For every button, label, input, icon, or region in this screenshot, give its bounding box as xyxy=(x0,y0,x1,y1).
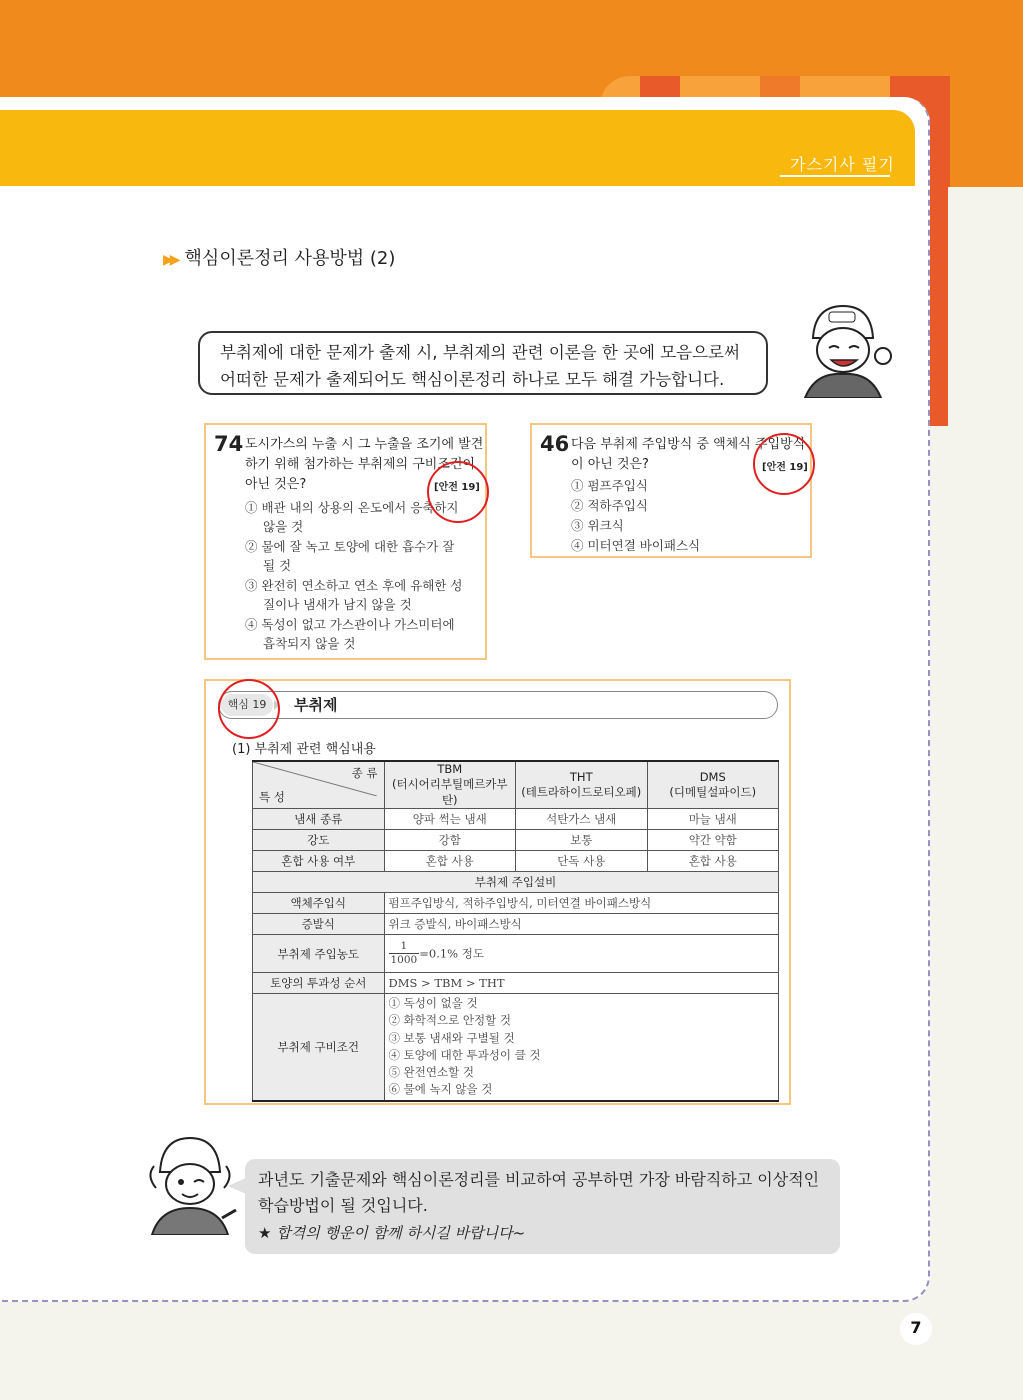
intro-line-2: 어떠한 문제가 출제되어도 핵심이론정리 하나로 모두 해결 가능합니다. xyxy=(220,370,725,389)
column-header-dms xyxy=(647,761,779,809)
row-label: 부취제 주입농도 xyxy=(253,935,385,973)
question-74 xyxy=(204,423,487,660)
table-corner-cell xyxy=(253,761,385,809)
header-bar xyxy=(0,110,915,186)
option-3: ③ 위크식 xyxy=(571,518,624,533)
table-row xyxy=(253,994,779,1101)
fraction-denominator: 1000 xyxy=(390,954,418,966)
table-row xyxy=(253,809,779,830)
requirement-item: ④ 토양에 대한 투과성이 클 것 xyxy=(388,1047,541,1062)
corner-top-label: 종 류 xyxy=(351,766,378,780)
column-full-name: (디메틸설파이드) xyxy=(669,785,757,799)
table-cell: 혼합 사용 xyxy=(384,851,516,872)
row-label: 액체주입식 xyxy=(253,893,385,914)
question-number: 74 xyxy=(214,432,244,456)
closing-signature: ★ 합격의 행운이 함께 하시길 바랍니다~ xyxy=(258,1224,526,1242)
table-row xyxy=(253,851,779,872)
row-label: 냄새 종류 xyxy=(253,809,385,830)
table-row xyxy=(253,935,779,973)
highlight-circle xyxy=(427,461,489,523)
option-1-line-2: 않을 것 xyxy=(263,519,304,534)
table-cell: 보통 xyxy=(516,830,648,851)
column-full-name: (테트라하이드로티오페) xyxy=(521,785,642,799)
option-4-line-1: ④ 독성이 없고 가스관이나 가스미터에 xyxy=(245,617,455,632)
column-header-tbm xyxy=(384,761,516,809)
question-source: [안전 19] xyxy=(762,462,808,473)
column-header-tht xyxy=(516,761,648,809)
column-full-name: (터시어리부틸메르카부탄) xyxy=(391,777,508,807)
row-label: 부취제 구비조건 xyxy=(253,994,385,1101)
corner-bottom-label: 특 성 xyxy=(259,790,285,804)
core-table xyxy=(252,760,779,1102)
question-line-2: 이 아닌 것은? xyxy=(571,457,649,472)
mascot-pointing-icon xyxy=(140,1130,240,1235)
fraction-numerator: 1 xyxy=(389,940,420,954)
core-title: 부취제 xyxy=(294,696,338,714)
intro-line-1: 부취제에 대한 문제가 출제 시, 부취제의 관련 이론을 한 곳에 모음으로써 xyxy=(220,343,740,362)
row-label: 증발식 xyxy=(253,914,385,935)
question-source: [안전 19] xyxy=(434,482,480,493)
core-badge: 핵심 19 xyxy=(221,694,273,716)
option-4: ④ 미터연결 바이패스식 xyxy=(571,538,701,553)
core-subtitle: (1) 부취제 관련 핵심내용 xyxy=(232,742,376,757)
table-row xyxy=(253,914,779,935)
requirement-item: ⑥ 물에 녹지 않을 것 xyxy=(388,1082,493,1097)
table-row xyxy=(253,893,779,914)
table-header-row xyxy=(253,761,779,809)
question-line-1: 도시가스의 누출 시 그 누출을 조기에 발견 xyxy=(245,437,484,452)
table-cell xyxy=(384,935,779,973)
option-4-line-2: 흡착되지 않을 것 xyxy=(263,636,356,651)
table-cell: 양파 썩는 냄새 xyxy=(384,809,516,830)
table-cell: 펌프주입방식, 적하주입방식, 미터연결 바이패스방식 xyxy=(384,893,779,914)
bubble-tail xyxy=(228,1178,246,1194)
requirement-item: ② 화학적으로 안정할 것 xyxy=(388,1013,511,1028)
column-name: THT xyxy=(569,770,593,784)
concentration-text: =0.1% 정도 xyxy=(419,946,484,961)
option-3-line-2: 질이나 냄새가 남지 않을 것 xyxy=(263,597,412,612)
section-title xyxy=(163,244,395,270)
column-name: TBM xyxy=(437,762,463,776)
table-cell: 약간 약함 xyxy=(647,830,779,851)
header-title: 가스기사 필기 xyxy=(790,155,895,174)
table-row xyxy=(253,830,779,851)
table-row xyxy=(253,973,779,994)
requirement-item: ⑤ 완전연소할 것 xyxy=(388,1065,474,1080)
table-cell: DMS > TBM > THT xyxy=(384,973,779,994)
option-2-line-1: ② 물에 잘 녹고 토양에 대한 흡수가 잘 xyxy=(245,539,455,554)
option-3-line-1: ③ 완전히 연소하고 연소 후에 유해한 성 xyxy=(245,578,463,593)
facility-header: 부취제 주입설비 xyxy=(253,872,779,893)
closing-text xyxy=(258,1167,819,1219)
question-46 xyxy=(530,423,812,558)
requirements-cell xyxy=(384,994,779,1101)
page-number: 7 xyxy=(910,1318,922,1337)
mascot-ok-icon xyxy=(795,298,895,398)
table-cell: 단독 사용 xyxy=(516,851,648,872)
header-underline xyxy=(780,175,890,177)
facility-header-row xyxy=(253,872,779,893)
row-label: 강도 xyxy=(253,830,385,851)
option-1-line-1: ① 배관 내의 상용의 온도에서 응축하지 xyxy=(245,500,459,515)
table-cell: 위크 증발식, 바이패스방식 xyxy=(384,914,779,935)
table-cell: 마늘 냄새 xyxy=(647,809,779,830)
row-label: 토양의 투과성 순서 xyxy=(253,973,385,994)
requirement-item: ① 독성이 없을 것 xyxy=(388,996,478,1010)
question-line-1: 다음 부취제 주입방식 중 액체식 주입방식 xyxy=(571,437,806,452)
highlight-circle xyxy=(753,433,815,495)
fraction xyxy=(389,940,420,967)
section-title-text: 핵심이론정리 사용방법 (2) xyxy=(184,248,396,269)
right-margin xyxy=(948,187,1023,1400)
option-1: ① 펌프주입식 xyxy=(571,478,648,493)
intro-speech-bubble xyxy=(198,331,768,395)
question-line-3: 아닌 것은? xyxy=(245,477,307,492)
question-number: 46 xyxy=(540,432,570,456)
column-name: DMS xyxy=(699,770,726,784)
table-cell: 혼합 사용 xyxy=(647,851,779,872)
table-cell: 강함 xyxy=(384,830,516,851)
closing-line-1: 과년도 기출문제와 핵심이론정리를 비교하여 공부하면 가장 바람직하고 이상적인 xyxy=(258,1170,820,1189)
option-2: ② 적하주입식 xyxy=(571,498,648,513)
option-2-line-2: 될 것 xyxy=(263,558,292,573)
requirement-item: ③ 보통 냄새와 구별될 것 xyxy=(388,1030,515,1045)
table-cell: 석탄가스 냄새 xyxy=(516,809,648,830)
question-line-2: 하기 위해 첨가하는 부취제의 구비조건이 xyxy=(245,457,476,472)
row-label: 혼합 사용 여부 xyxy=(253,851,385,872)
highlight-circle xyxy=(218,679,280,739)
double-arrow-icon: ▶▶ xyxy=(163,252,177,268)
closing-line-2: 학습방법이 될 것입니다. xyxy=(258,1196,428,1215)
